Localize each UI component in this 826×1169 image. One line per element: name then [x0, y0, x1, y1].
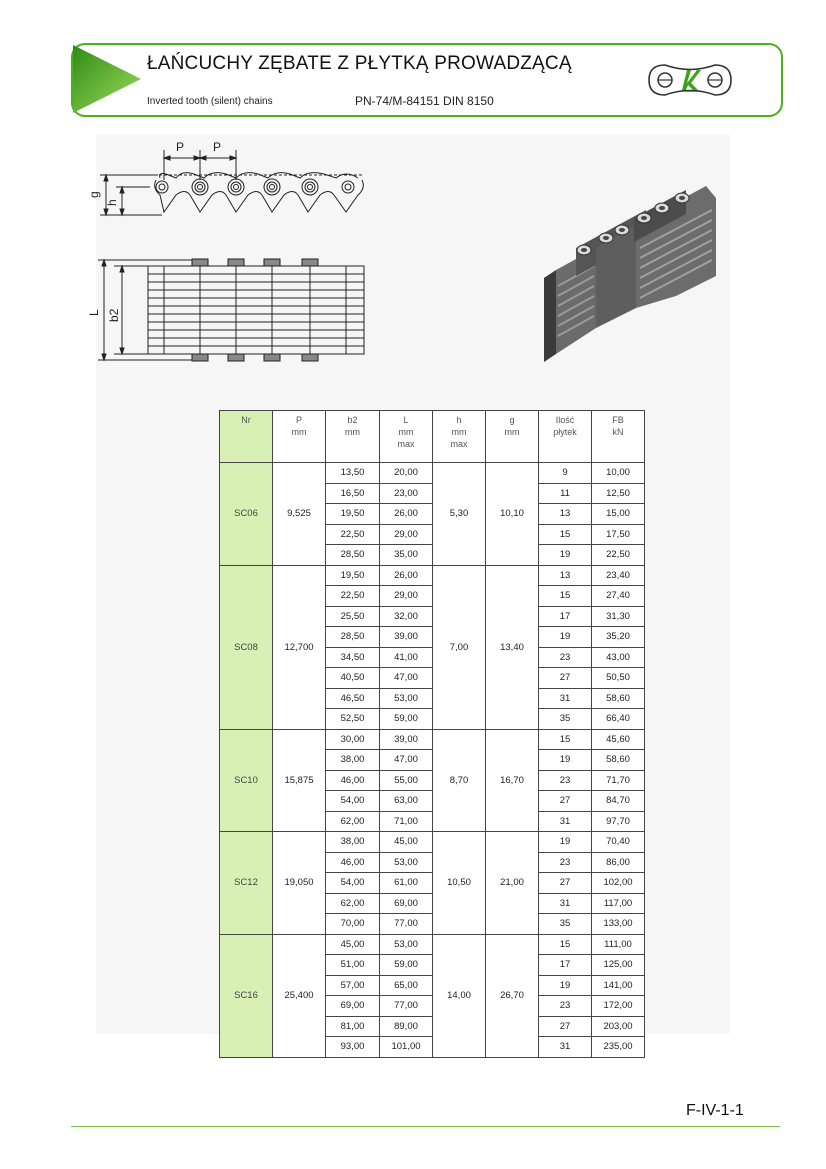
breaking-force-cell: 22,50 — [592, 545, 645, 566]
l-max-cell: 45,00 — [380, 832, 433, 853]
breaking-force-cell: 10,00 — [592, 463, 645, 484]
chain-nr-cell: SC12 — [220, 832, 273, 935]
breaking-force-cell: 15,00 — [592, 504, 645, 525]
breaking-force-cell: 58,60 — [592, 688, 645, 709]
breaking-force-cell: 17,50 — [592, 524, 645, 545]
l-max-cell: 26,00 — [380, 504, 433, 525]
header-frame — [71, 43, 783, 117]
breaking-force-cell: 86,00 — [592, 852, 645, 873]
breaking-force-cell: 141,00 — [592, 975, 645, 996]
plate-count-cell: 27 — [539, 873, 592, 894]
b2-cell: 40,50 — [326, 668, 380, 689]
breaking-force-cell: 203,00 — [592, 1016, 645, 1037]
spec-table — [219, 410, 645, 1058]
column-header-line: max — [397, 439, 415, 449]
l-max-cell: 29,00 — [380, 586, 433, 607]
plate-count-cell: 23 — [539, 647, 592, 668]
pitch-cell: 9,525 — [273, 463, 326, 566]
column-header — [592, 411, 645, 463]
breaking-force-cell: 43,00 — [592, 647, 645, 668]
l-max-cell: 65,00 — [380, 975, 433, 996]
chain-technical-drawing — [87, 140, 380, 380]
l-max-cell: 39,00 — [380, 627, 433, 648]
dimension-g-label: g — [87, 191, 101, 198]
g-cell: 26,70 — [486, 934, 539, 1057]
column-header — [539, 411, 592, 463]
l-max-cell: 23,00 — [380, 483, 433, 504]
green-arrow-logo — [73, 45, 145, 115]
h-max-cell: 5,30 — [433, 463, 486, 566]
plate-count-cell: 9 — [539, 463, 592, 484]
b2-cell: 46,00 — [326, 770, 380, 791]
page-title: ŁAŃCUCHY ZĘBATE Z PŁYTKĄ PROWADZĄCĄ — [147, 53, 572, 74]
column-header-line: mm — [504, 427, 520, 437]
b2-cell: 28,50 — [326, 545, 380, 566]
b2-cell: 30,00 — [326, 729, 380, 750]
l-max-cell: 77,00 — [380, 914, 433, 935]
plate-count-cell: 23 — [539, 770, 592, 791]
dimension-l-label: L — [87, 309, 101, 316]
header-row — [220, 411, 645, 463]
pitch-cell: 25,400 — [273, 934, 326, 1057]
l-max-cell: 39,00 — [380, 729, 433, 750]
breaking-force-cell: 84,70 — [592, 791, 645, 812]
plate-count-cell: 23 — [539, 996, 592, 1017]
breaking-force-cell: 70,40 — [592, 832, 645, 853]
b2-cell: 38,00 — [326, 750, 380, 771]
b2-cell: 19,50 — [326, 565, 380, 586]
dimension-p-label-2: P — [213, 140, 222, 154]
plate-count-cell: 27 — [539, 1016, 592, 1037]
table-row — [220, 729, 645, 750]
pitch-cell: 15,875 — [273, 729, 326, 832]
plate-count-cell: 13 — [539, 565, 592, 586]
breaking-force-cell: 27,40 — [592, 586, 645, 607]
column-header — [433, 411, 486, 463]
breaking-force-cell: 172,00 — [592, 996, 645, 1017]
b2-cell: 62,00 — [326, 893, 380, 914]
plate-count-cell: 19 — [539, 627, 592, 648]
b2-cell: 25,50 — [326, 606, 380, 627]
plate-count-cell: 17 — [539, 606, 592, 627]
b2-cell: 93,00 — [326, 1037, 380, 1058]
breaking-force-cell: 31,30 — [592, 606, 645, 627]
plate-count-cell: 15 — [539, 524, 592, 545]
h-max-cell: 8,70 — [433, 729, 486, 832]
pitch-cell: 12,700 — [273, 565, 326, 729]
b2-cell: 13,50 — [326, 463, 380, 484]
plate-count-cell: 19 — [539, 750, 592, 771]
plate-count-cell: 17 — [539, 955, 592, 976]
l-max-cell: 69,00 — [380, 893, 433, 914]
b2-cell: 38,00 — [326, 832, 380, 853]
column-header-line: płytek — [553, 427, 577, 437]
column-header — [486, 411, 539, 463]
column-header-line: L — [403, 415, 409, 425]
breaking-force-cell: 111,00 — [592, 934, 645, 955]
plate-count-cell: 31 — [539, 811, 592, 832]
b2-cell: 51,00 — [326, 955, 380, 976]
plate-count-cell: 35 — [539, 709, 592, 730]
l-max-cell: 55,00 — [380, 770, 433, 791]
table-row — [220, 565, 645, 586]
spec-table-header — [220, 411, 645, 463]
plate-count-cell: 23 — [539, 852, 592, 873]
plate-count-cell: 35 — [539, 914, 592, 935]
b2-cell: 69,00 — [326, 996, 380, 1017]
column-header — [326, 411, 380, 463]
b2-cell: 22,50 — [326, 524, 380, 545]
g-cell: 13,40 — [486, 565, 539, 729]
column-header-line: P — [295, 415, 302, 425]
plate-count-cell: 19 — [539, 832, 592, 853]
breaking-force-cell: 23,40 — [592, 565, 645, 586]
column-header-line: mm — [291, 427, 307, 437]
chain-nr-cell: SC16 — [220, 934, 273, 1057]
column-header-line: kN — [612, 427, 624, 437]
page-code: F-IV-1-1 — [686, 1102, 744, 1119]
plate-count-cell: 31 — [539, 688, 592, 709]
breaking-force-cell: 117,00 — [592, 893, 645, 914]
l-max-cell: 32,00 — [380, 606, 433, 627]
plate-count-cell: 15 — [539, 729, 592, 750]
plate-count-cell: 11 — [539, 483, 592, 504]
column-header-line: max — [450, 439, 468, 449]
dimension-h-label: h — [105, 199, 119, 206]
b2-cell: 46,50 — [326, 688, 380, 709]
b2-cell: 22,50 — [326, 586, 380, 607]
b2-cell: 57,00 — [326, 975, 380, 996]
breaking-force-cell: 12,50 — [592, 483, 645, 504]
l-max-cell: 20,00 — [380, 463, 433, 484]
l-max-cell: 47,00 — [380, 668, 433, 689]
breaking-force-cell: 235,00 — [592, 1037, 645, 1058]
breaking-force-cell: 102,00 — [592, 873, 645, 894]
l-max-cell: 101,00 — [380, 1037, 433, 1058]
l-max-cell: 59,00 — [380, 709, 433, 730]
plate-count-cell: 13 — [539, 504, 592, 525]
b2-cell: 62,00 — [326, 811, 380, 832]
b2-cell: 54,00 — [326, 873, 380, 894]
plate-count-cell: 15 — [539, 586, 592, 607]
l-max-cell: 47,00 — [380, 750, 433, 771]
column-header-line: mm — [451, 427, 467, 437]
h-max-cell: 14,00 — [433, 934, 486, 1057]
l-max-cell: 41,00 — [380, 647, 433, 668]
breaking-force-cell: 45,60 — [592, 729, 645, 750]
plate-count-cell: 27 — [539, 668, 592, 689]
l-max-cell: 77,00 — [380, 996, 433, 1017]
breaking-force-cell: 97,70 — [592, 811, 645, 832]
b2-cell: 45,00 — [326, 934, 380, 955]
page-subtitle: Inverted tooth (silent) chains — [147, 96, 273, 107]
breaking-force-cell: 35,20 — [592, 627, 645, 648]
plate-count-cell: 31 — [539, 1037, 592, 1058]
b2-cell: 54,00 — [326, 791, 380, 812]
pitch-cell: 19,050 — [273, 832, 326, 935]
column-header-line: Nr — [241, 415, 251, 425]
column-header-line: Ilość — [555, 415, 575, 425]
l-max-cell: 53,00 — [380, 688, 433, 709]
table-row — [220, 463, 645, 484]
b2-cell: 28,50 — [326, 627, 380, 648]
dimension-b2-label: b2 — [107, 308, 121, 322]
breaking-force-cell: 66,40 — [592, 709, 645, 730]
breaking-force-cell: 125,00 — [592, 955, 645, 976]
g-cell: 16,70 — [486, 729, 539, 832]
chain-nr-cell: SC10 — [220, 729, 273, 832]
column-header-line: b2 — [347, 415, 358, 425]
footer-divider — [71, 1126, 780, 1127]
column-header-line: FB — [612, 415, 624, 425]
h-max-cell: 10,50 — [433, 832, 486, 935]
plate-count-cell: 15 — [539, 934, 592, 955]
l-max-cell: 29,00 — [380, 524, 433, 545]
breaking-force-cell: 50,50 — [592, 668, 645, 689]
chain-link-logo — [647, 59, 733, 101]
b2-cell: 52,50 — [326, 709, 380, 730]
plate-count-cell: 31 — [539, 893, 592, 914]
b2-cell: 16,50 — [326, 483, 380, 504]
l-max-cell: 61,00 — [380, 873, 433, 894]
column-header-line: h — [456, 415, 462, 425]
l-max-cell: 63,00 — [380, 791, 433, 812]
breaking-force-cell: 71,70 — [592, 770, 645, 791]
column-header-line: mm — [345, 427, 360, 437]
l-max-cell: 53,00 — [380, 852, 433, 873]
l-max-cell: 71,00 — [380, 811, 433, 832]
chain-3d-render — [536, 178, 732, 364]
breaking-force-cell: 58,60 — [592, 750, 645, 771]
l-max-cell: 89,00 — [380, 1016, 433, 1037]
l-max-cell: 53,00 — [380, 934, 433, 955]
column-header-line: mm — [398, 427, 414, 437]
column-header — [220, 411, 273, 463]
column-header-line: g — [509, 415, 515, 425]
plate-count-cell: 19 — [539, 545, 592, 566]
l-max-cell: 26,00 — [380, 565, 433, 586]
column-header — [380, 411, 433, 463]
column-header — [273, 411, 326, 463]
dimension-p-label-1: P — [176, 140, 185, 154]
g-cell: 21,00 — [486, 832, 539, 935]
b2-cell: 81,00 — [326, 1016, 380, 1037]
h-max-cell: 7,00 — [433, 565, 486, 729]
b2-cell: 19,50 — [326, 504, 380, 525]
b2-cell: 34,50 — [326, 647, 380, 668]
table-row — [220, 832, 645, 853]
breaking-force-cell: 133,00 — [592, 914, 645, 935]
b2-cell: 46,00 — [326, 852, 380, 873]
plate-count-cell: 27 — [539, 791, 592, 812]
l-max-cell: 59,00 — [380, 955, 433, 976]
standard-reference: PN-74/M-84151 DIN 8150 — [355, 94, 494, 108]
l-max-cell: 35,00 — [380, 545, 433, 566]
table-row — [220, 934, 645, 955]
chain-nr-cell: SC08 — [220, 565, 273, 729]
plate-count-cell: 19 — [539, 975, 592, 996]
b2-cell: 70,00 — [326, 914, 380, 935]
g-cell: 10,10 — [486, 463, 539, 566]
spec-table-body — [220, 463, 645, 1058]
chain-nr-cell: SC06 — [220, 463, 273, 566]
